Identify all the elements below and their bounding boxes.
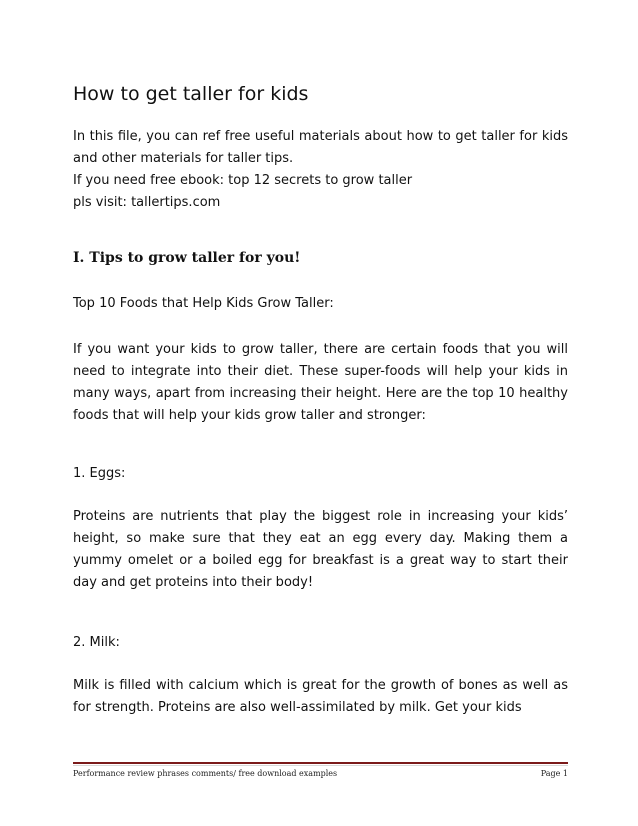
intro-block bbox=[73, 126, 568, 214]
intro-line-2: If you need free ebook: top 12 secrets to grow taller bbox=[73, 173, 413, 188]
milk-heading: 2. Milk: bbox=[73, 635, 120, 650]
eggs-heading: 1. Eggs: bbox=[73, 466, 126, 481]
foods-heading: Top 10 Foods that Help Kids Grow Taller: bbox=[73, 296, 334, 311]
footer-rule-shadow bbox=[73, 765, 568, 766]
section-heading: I. Tips to grow taller for you! bbox=[73, 250, 301, 266]
foods-intro-paragraph: If you want your kids to grow taller, there are certain foods that you will need to integrate into their diet. These super-foods will help your kids in many ways, apart from increasing their height. Here are the top 10 healthy foods that will help your kids grow taller and stronger: bbox=[73, 342, 568, 423]
eggs-paragraph: Proteins are nutrients that play the biggest role in increasing your kids’ height, so make sure that they eat an egg every day. Making them a yummy omelet or a boiled egg for breakfast is a great way to start their day and get proteins into their body! bbox=[73, 509, 568, 590]
intro-line-3: pls visit: tallertips.com bbox=[73, 195, 221, 210]
milk-paragraph: Milk is filled with calcium which is great for the growth of bones as well as for strength. Proteins are also well-assimilated by milk. Get your kids bbox=[73, 678, 568, 715]
footer-text: Performance review phrases comments/ free download examples bbox=[73, 769, 338, 778]
document-title: How to get taller for kids bbox=[73, 83, 309, 105]
intro-line-1: In this file, you can ref free useful materials about how to get taller for kids and other materials for taller tips. bbox=[73, 129, 568, 166]
page-number: Page 1 bbox=[540, 769, 568, 778]
footer-rule bbox=[73, 762, 568, 764]
